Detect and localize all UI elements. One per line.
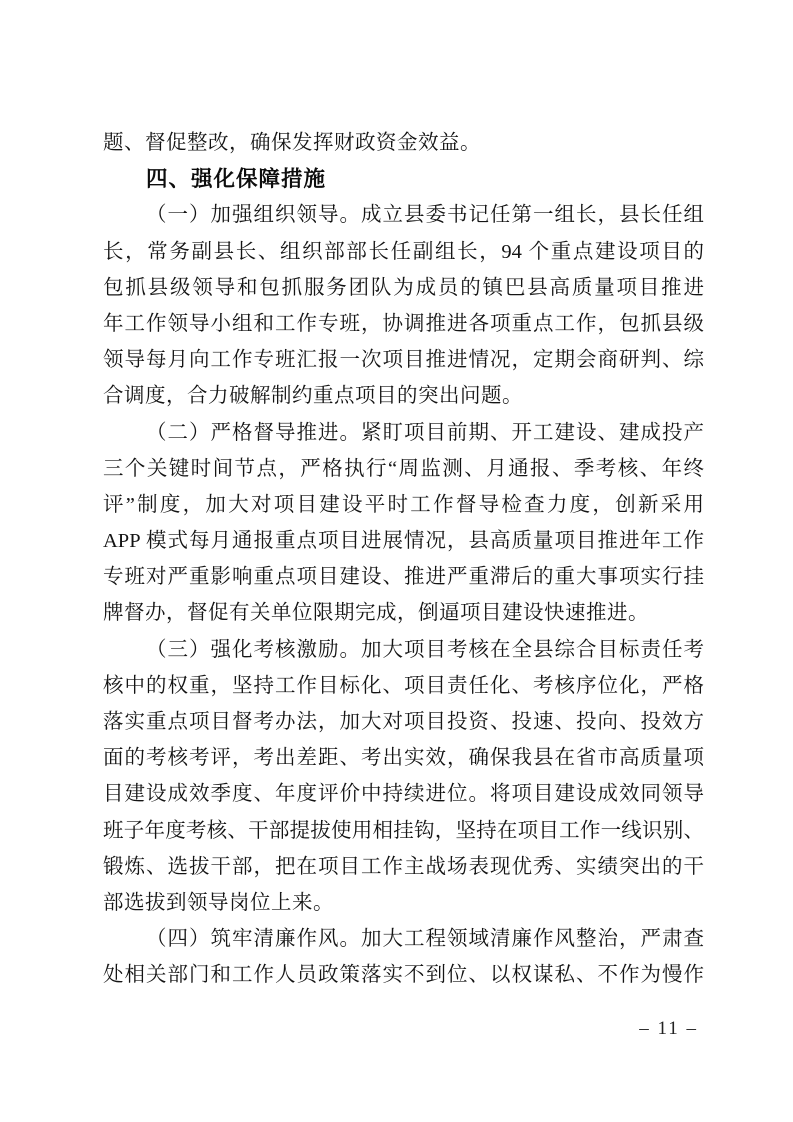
text-line: APP 模式每月通报重点项目进展情况，县高质量项目推进年工作 bbox=[103, 530, 704, 553]
text-line: 领导每月向工作专班汇报一次项目推进情况，定期会商研判、综 bbox=[103, 349, 704, 372]
text-line: （一）加强组织领导。成立县委书记任第一组长，县长任组 bbox=[146, 204, 704, 227]
text-line: 部选拔到领导岗位上来。 bbox=[103, 891, 334, 914]
text-line: 长，常务副县长、组织部部长任副组长，94 个重点建设项目的 bbox=[103, 240, 704, 263]
text-line: 合调度，合力破解制约重点项目的突出问题。 bbox=[103, 385, 523, 408]
text-line: 班子年度考核、干部提拔使用相挂钩，坚持在项目工作一线识别、 bbox=[103, 819, 704, 842]
text-line: 牌督办，督促有关单位限期完成，倒逼项目建设快速推进。 bbox=[103, 602, 649, 625]
text-line: 处相关部门和工作人员政策落实不到位、以权谋私、不作为慢作 bbox=[103, 964, 704, 987]
section-heading: 四、强化保障措施 bbox=[146, 167, 327, 192]
text-line: 题、督促整改，确保发挥财政资金效益。 bbox=[103, 132, 481, 154]
text-line: 包抓县级领导和包抓服务团队为成员的镇巴县高质量项目推进 bbox=[103, 276, 704, 299]
document-body bbox=[103, 125, 704, 994]
text-line: （四）筑牢清廉作风。加大工程领域清廉作风整治，严肃查 bbox=[146, 928, 704, 951]
text-line: 核中的权重，坚持工作目标化、项目责任化、考核序位化，严格 bbox=[103, 674, 704, 697]
text-line: 锻炼、选拔干部，把在项目工作主战场表现优秀、实绩突出的干 bbox=[103, 855, 704, 878]
text-line: （三）强化考核激励。加大项目考核在全县综合目标责任考 bbox=[146, 638, 704, 661]
page-number: – 11 – bbox=[639, 1018, 698, 1039]
text-line: 专班对严重影响重点项目建设、推进严重滞后的重大事项实行挂 bbox=[103, 566, 704, 589]
text-line: 目建设成效季度、年度评价中持续进位。将项目建设成效同领导 bbox=[103, 783, 704, 806]
text-line: 评”制度，加大对项目建设平时工作督导检查力度，创新采用 bbox=[103, 493, 704, 516]
text-line: （二）严格督导推进。紧盯项目前期、开工建设、建成投产 bbox=[146, 421, 704, 444]
text-line: 面的考核考评，考出差距、考出实效，确保我县在省市高质量项 bbox=[103, 747, 704, 770]
text-line: 年工作领导小组和工作专班，协调推进各项重点工作，包抓县级 bbox=[103, 312, 704, 335]
text-line: 落实重点项目督考办法，加大对项目投资、投速、投向、投效方 bbox=[103, 711, 704, 733]
text-line: 三个关键时间节点，严格执行“周监测、月通报、季考核、年终 bbox=[103, 457, 704, 480]
